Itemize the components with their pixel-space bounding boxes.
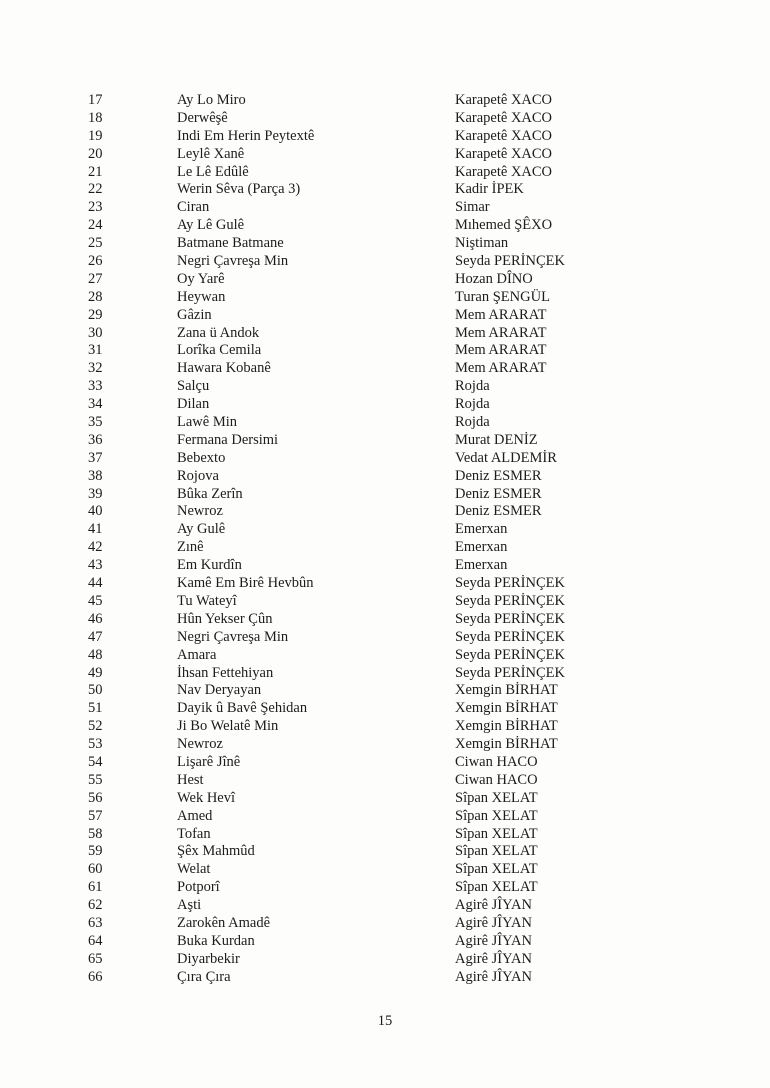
song-title: Werin Sêva (Parça 3) — [177, 181, 301, 198]
item-number: 36 — [88, 431, 103, 448]
song-title: Kamê Em Birê Hevbûn — [177, 575, 314, 592]
item-number: 66 — [88, 968, 103, 985]
item-number: 49 — [88, 664, 103, 681]
artist-name: Sîpan XELAT — [455, 843, 538, 860]
artist-name: Seyda PERİNÇEK — [455, 575, 565, 592]
artist-name: Xemgin BİRHAT — [455, 682, 558, 699]
list-item — [0, 181, 770, 199]
song-title: Ay Lê Gulê — [177, 217, 245, 234]
item-number: 31 — [88, 342, 103, 359]
artist-name: Agirê JÎYAN — [455, 932, 532, 949]
artist-name: Mem ARARAT — [455, 360, 547, 377]
list-item — [0, 110, 770, 128]
list-item — [0, 360, 770, 378]
song-title: Rojova — [177, 467, 219, 484]
list-item — [0, 611, 770, 629]
artist-name: Xemgin BİRHAT — [455, 718, 558, 735]
list-item — [0, 307, 770, 325]
song-title: Derwêşê — [177, 109, 228, 126]
item-number: 47 — [88, 628, 103, 645]
list-item — [0, 951, 770, 969]
artist-name: Deniz ESMER — [455, 467, 542, 484]
song-title: Şêx Mahmûd — [177, 843, 255, 860]
artist-name: Agirê JÎYAN — [455, 950, 532, 967]
item-number: 54 — [88, 753, 103, 770]
artist-name: Ciwan HACO — [455, 771, 538, 788]
song-title: Bebexto — [177, 449, 226, 466]
list-item — [0, 897, 770, 915]
artist-name: Kadir İPEK — [455, 181, 524, 198]
list-item — [0, 235, 770, 253]
list-item — [0, 199, 770, 217]
song-title: Çıra Çıra — [177, 968, 231, 985]
song-title: Gâzin — [177, 306, 212, 323]
artist-name: Agirê JÎYAN — [455, 914, 532, 931]
artist-name: Deniz ESMER — [455, 485, 542, 502]
item-number: 60 — [88, 861, 103, 878]
list-item — [0, 933, 770, 951]
list-item — [0, 128, 770, 146]
item-number: 35 — [88, 414, 103, 431]
item-number: 26 — [88, 253, 103, 270]
artist-name: Karapetê XACO — [455, 92, 553, 108]
artist-name: Agirê JÎYAN — [455, 897, 532, 914]
artist-name: Mıhemed ŞÊXO — [455, 217, 553, 234]
list-item — [0, 700, 770, 718]
song-title: Zınê — [177, 539, 204, 556]
artist-name: Rojda — [455, 396, 490, 413]
item-number: 57 — [88, 807, 103, 824]
song-title: Negri Çavreşa Min — [177, 628, 289, 645]
song-title: Lorîka Cemila — [177, 342, 262, 359]
list-item — [0, 521, 770, 539]
list-item — [0, 450, 770, 468]
list-item — [0, 325, 770, 343]
item-number: 52 — [88, 718, 103, 735]
song-title: Ay Gulê — [177, 521, 226, 538]
artist-name: Hozan DÎNO — [455, 270, 533, 287]
item-number: 46 — [88, 610, 103, 627]
song-title: Tofan — [177, 825, 211, 842]
item-number: 34 — [88, 396, 103, 413]
list-item — [0, 486, 770, 504]
artist-name: Karapetê XACO — [455, 127, 553, 144]
song-title: Amara — [177, 646, 217, 663]
artist-name: Agirê JÎYAN — [455, 968, 532, 985]
item-number: 58 — [88, 825, 103, 842]
song-title: Buka Kurdan — [177, 932, 255, 949]
item-number: 45 — [88, 592, 103, 609]
item-number: 63 — [88, 914, 103, 931]
list-item — [0, 772, 770, 790]
item-number: 39 — [88, 485, 103, 502]
artist-name: Karapetê XACO — [455, 109, 553, 126]
song-title: Fermana Dersimi — [177, 431, 279, 448]
song-title: İhsan Fettehiyan — [177, 664, 274, 681]
item-number: 64 — [88, 932, 103, 949]
list-item — [0, 969, 770, 987]
item-number: 32 — [88, 360, 103, 377]
list-item — [0, 342, 770, 360]
list-item — [0, 826, 770, 844]
item-number: 25 — [88, 235, 103, 252]
item-number: 48 — [88, 646, 103, 663]
list-item — [0, 861, 770, 879]
item-number: 18 — [88, 109, 103, 126]
song-title: Aşti — [177, 897, 202, 914]
artist-name: Ciwan HACO — [455, 753, 538, 770]
list-item — [0, 665, 770, 683]
song-title: Newroz — [177, 503, 223, 520]
list-item — [0, 682, 770, 700]
list-item — [0, 468, 770, 486]
song-title: Tu Wateyî — [177, 592, 237, 609]
artist-name: Xemgin BİRHAT — [455, 700, 558, 717]
list-item — [0, 736, 770, 754]
song-title: Ji Bo Welatê Min — [177, 718, 279, 735]
song-title: Hûn Yekser Çûn — [177, 610, 273, 627]
list-item — [0, 271, 770, 289]
list-item — [0, 718, 770, 736]
item-number: 20 — [88, 145, 103, 162]
song-title: Amed — [177, 807, 213, 824]
item-number: 17 — [88, 92, 103, 108]
item-number: 38 — [88, 467, 103, 484]
item-number: 23 — [88, 199, 103, 216]
list-item — [0, 647, 770, 665]
item-number: 37 — [88, 449, 103, 466]
item-number: 29 — [88, 306, 103, 323]
list-item — [0, 557, 770, 575]
song-title: Hest — [177, 771, 204, 788]
item-number: 61 — [88, 879, 103, 896]
song-title: Wek Hevî — [177, 789, 236, 806]
item-number: 22 — [88, 181, 103, 198]
artist-name: Niştiman — [455, 235, 509, 252]
list-item — [0, 217, 770, 235]
song-title: Zana ü Andok — [177, 324, 260, 341]
list-item — [0, 539, 770, 557]
song-title: Heywan — [177, 288, 226, 305]
item-number: 50 — [88, 682, 103, 699]
song-title: Negri Çavreşa Min — [177, 253, 289, 270]
artist-name: Mem ARARAT — [455, 342, 547, 359]
artist-name: Murat DENİZ — [455, 431, 538, 448]
artist-name: Sîpan XELAT — [455, 879, 538, 896]
page-number: 15 — [377, 1013, 393, 1029]
artist-name: Simar — [455, 199, 490, 216]
list-item — [0, 915, 770, 933]
item-number: 65 — [88, 950, 103, 967]
song-title: Hawara Kobanê — [177, 360, 271, 377]
artist-name: Seyda PERİNÇEK — [455, 664, 565, 681]
list-item — [0, 879, 770, 897]
list-item — [0, 146, 770, 164]
list-item — [0, 593, 770, 611]
song-title: Welat — [177, 861, 211, 878]
item-number: 62 — [88, 897, 103, 914]
list-item — [0, 164, 770, 182]
item-number: 24 — [88, 217, 103, 234]
artist-name: Rojda — [455, 414, 490, 431]
song-title: Zarokên Amadê — [177, 914, 271, 931]
item-number: 51 — [88, 700, 103, 717]
item-number: 42 — [88, 539, 103, 556]
artist-name: Turan ŞENGÜL — [455, 288, 550, 305]
list-item — [0, 253, 770, 271]
artist-name: Seyda PERİNÇEK — [455, 628, 565, 645]
song-title: Leylê Xanê — [177, 145, 245, 162]
artist-name: Seyda PERİNÇEK — [455, 646, 565, 663]
song-title: Newroz — [177, 736, 223, 753]
item-number: 30 — [88, 324, 103, 341]
item-number: 53 — [88, 736, 103, 753]
artist-name: Sîpan XELAT — [455, 789, 538, 806]
artist-name: Mem ARARAT — [455, 324, 547, 341]
list-item — [0, 575, 770, 593]
artist-name: Sîpan XELAT — [455, 825, 538, 842]
list-item — [0, 629, 770, 647]
artist-name: Karapetê XACO — [455, 163, 553, 180]
song-title: Ciran — [177, 199, 210, 216]
list-item — [0, 503, 770, 521]
song-title: Lawê Min — [177, 414, 237, 431]
artist-name: Seyda PERİNÇEK — [455, 592, 565, 609]
song-title: Lişarê Jînê — [177, 753, 241, 770]
artist-name: Emerxan — [455, 539, 508, 556]
list-item — [0, 432, 770, 450]
song-title: Ay Lo Miro — [177, 92, 246, 108]
song-title: Potporî — [177, 879, 220, 896]
artist-name: Mem ARARAT — [455, 306, 547, 323]
item-number: 28 — [88, 288, 103, 305]
list-item — [0, 808, 770, 826]
item-number: 27 — [88, 270, 103, 287]
artist-name: Emerxan — [455, 521, 508, 538]
item-number: 40 — [88, 503, 103, 520]
item-number: 41 — [88, 521, 103, 538]
list-item — [0, 396, 770, 414]
song-title: Salçu — [177, 378, 210, 395]
song-title: Oy Yarê — [177, 270, 225, 287]
item-number: 19 — [88, 127, 103, 144]
list-item — [0, 754, 770, 772]
item-number: 44 — [88, 575, 103, 592]
song-title: Em Kurdîn — [177, 557, 242, 574]
song-title: Indi Em Herin Peytextê — [177, 127, 315, 144]
artist-name: Vedat ALDEMİR — [455, 449, 557, 466]
list-item — [0, 414, 770, 432]
item-number: 43 — [88, 557, 103, 574]
item-number: 21 — [88, 163, 103, 180]
list-item — [0, 378, 770, 396]
song-title: Le Lê Edûlê — [177, 163, 249, 180]
song-title: Nav Deryayan — [177, 682, 262, 699]
list-item — [0, 843, 770, 861]
item-number: 56 — [88, 789, 103, 806]
artist-name: Seyda PERİNÇEK — [455, 253, 565, 270]
song-list — [0, 92, 770, 987]
song-title: Dilan — [177, 396, 210, 413]
song-title: Dayik û Bavê Şehidan — [177, 700, 308, 717]
item-number: 59 — [88, 843, 103, 860]
item-number: 55 — [88, 771, 103, 788]
song-title: Batmane Batmane — [177, 235, 284, 252]
artist-name: Seyda PERİNÇEK — [455, 610, 565, 627]
artist-name: Deniz ESMER — [455, 503, 542, 520]
artist-name: Sîpan XELAT — [455, 807, 538, 824]
artist-name: Xemgin BİRHAT — [455, 736, 558, 753]
item-number: 33 — [88, 378, 103, 395]
artist-name: Sîpan XELAT — [455, 861, 538, 878]
list-item — [0, 289, 770, 307]
artist-name: Karapetê XACO — [455, 145, 553, 162]
artist-name: Emerxan — [455, 557, 508, 574]
artist-name: Rojda — [455, 378, 490, 395]
song-title: Diyarbekir — [177, 950, 240, 967]
list-item — [0, 92, 770, 110]
song-title: Bûka Zerîn — [177, 485, 243, 502]
list-item — [0, 790, 770, 808]
